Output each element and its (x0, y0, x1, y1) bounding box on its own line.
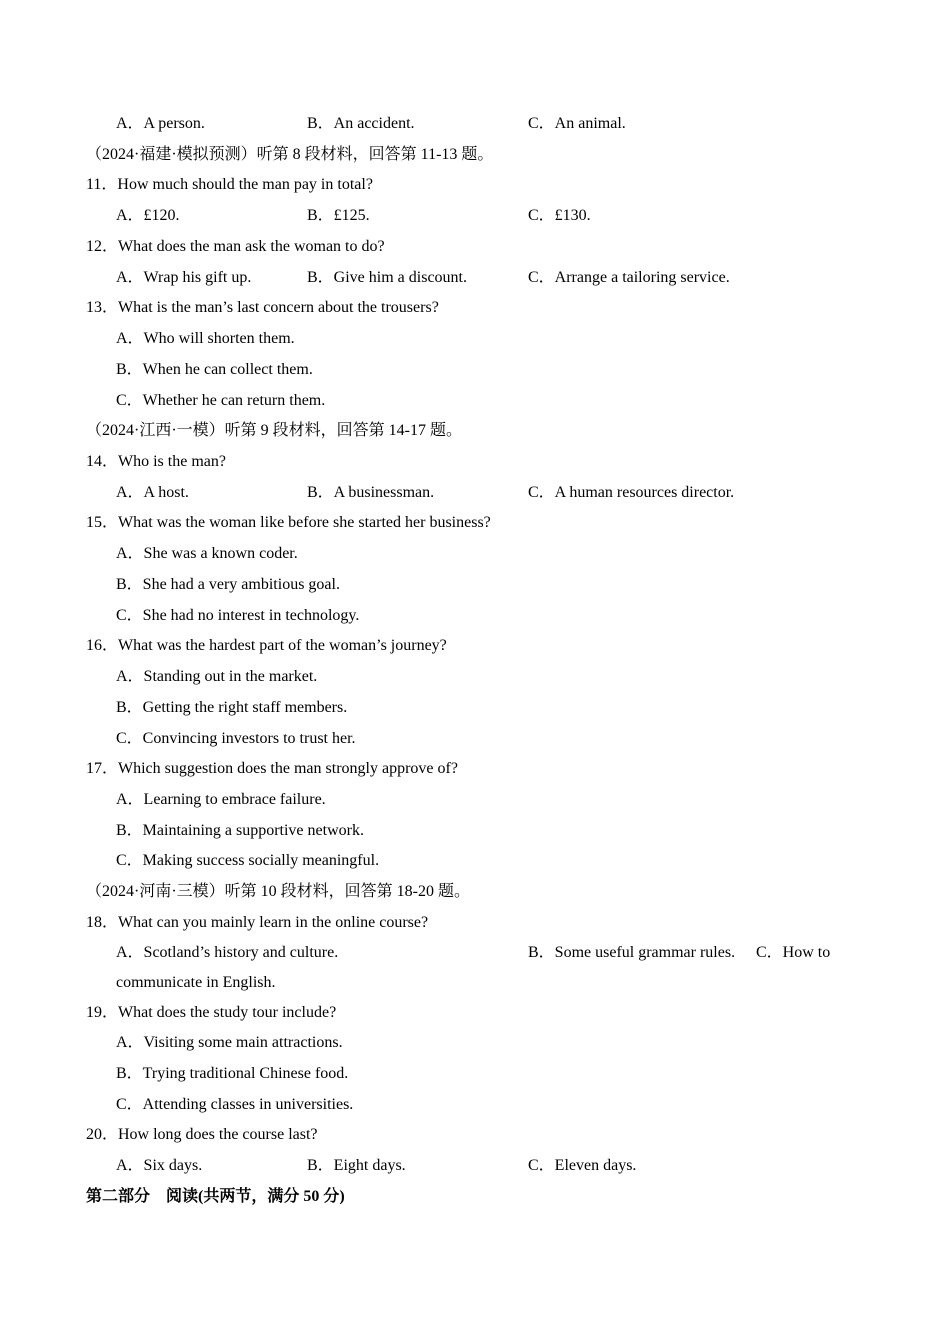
q15-stem: 15．What was the woman like before she started her business? (86, 514, 491, 531)
q20-option-b: B．Eight days. (307, 1157, 406, 1174)
q16-option-a: A．Standing out in the market. (116, 668, 318, 685)
part-2-heading: 第二部分 阅读(共两节，满分 50 分) (86, 1188, 345, 1205)
section-9-header: （2024·江西·一模）听第 9 段材料，回答第 14-17 题。 (86, 422, 462, 439)
q12-option-a: A．Wrap his gift up. (116, 269, 252, 286)
q11-option-b: B．£125. (307, 207, 370, 224)
q14-option-c: C．A human resources director. (528, 484, 735, 501)
q14-option-a: A．A host. (116, 484, 189, 501)
q20-stem: 20．How long does the course last? (86, 1126, 318, 1143)
q16-stem: 16．What was the hardest part of the woman’s journey? (86, 637, 447, 654)
q19-option-a: A．Visiting some main attractions. (116, 1034, 343, 1051)
q12-option-b: B．Give him a discount. (307, 269, 467, 286)
q13-option-a: A．Who will shorten them. (116, 330, 295, 347)
q13-option-b: B．When he can collect them. (116, 361, 313, 378)
section-10-header: （2024·河南·三模）听第 10 段材料，回答第 18-20 题。 (86, 883, 470, 900)
q14-stem: 14．Who is the man? (86, 453, 226, 470)
q15-option-b: B．She had a very ambitious goal. (116, 576, 340, 593)
q14-option-b: B．A businessman. (307, 484, 435, 501)
q16-option-b: B．Getting the right staff members. (116, 699, 348, 716)
q17-option-b: B．Maintaining a supportive network. (116, 822, 364, 839)
q18-option-a: A．Scotland’s history and culture. (116, 944, 339, 961)
q18-option-c-continued: communicate in English. (116, 974, 276, 991)
q19-option-b: B．Trying traditional Chinese food. (116, 1065, 349, 1082)
q18-option-b: B．Some useful grammar rules. (528, 944, 736, 961)
q19-option-c: C．Attending classes in universities. (116, 1096, 354, 1113)
q20-option-a: A．Six days. (116, 1157, 203, 1174)
q15-option-c: C．She had no interest in technology. (116, 607, 360, 624)
q11-option-c: C．£130. (528, 207, 591, 224)
q10-option-c: C．An animal. (528, 115, 626, 132)
q15-option-a: A．She was a known coder. (116, 545, 298, 562)
q16-option-c: C．Convincing investors to trust her. (116, 730, 356, 747)
q10-option-a: A．A person. (116, 115, 205, 132)
q11-option-a: A．£120. (116, 207, 180, 224)
section-8-header: （2024·福建·模拟预测）听第 8 段材料，回答第 11-13 题。 (86, 146, 494, 163)
q13-option-c: C．Whether he can return them. (116, 392, 326, 409)
q20-option-c: C．Eleven days. (528, 1157, 637, 1174)
q10-option-b: B．An accident. (307, 115, 415, 132)
q12-option-c: C．Arrange a tailoring service. (528, 269, 730, 286)
q11-stem: 11．How much should the man pay in total? (86, 176, 373, 193)
q13-stem: 13．What is the man’s last concern about the trousers? (86, 299, 439, 316)
q12-stem: 12．What does the man ask the woman to do? (86, 238, 385, 255)
q18-option-c: C．How to (756, 944, 831, 961)
q19-stem: 19．What does the study tour include? (86, 1004, 337, 1021)
q17-option-a: A．Learning to embrace failure. (116, 791, 326, 808)
q18-stem: 18．What can you mainly learn in the online course? (86, 914, 429, 931)
q17-option-c: C．Making success socially meaningful. (116, 852, 380, 869)
q17-stem: 17．Which suggestion does the man strongly approve of? (86, 760, 458, 777)
